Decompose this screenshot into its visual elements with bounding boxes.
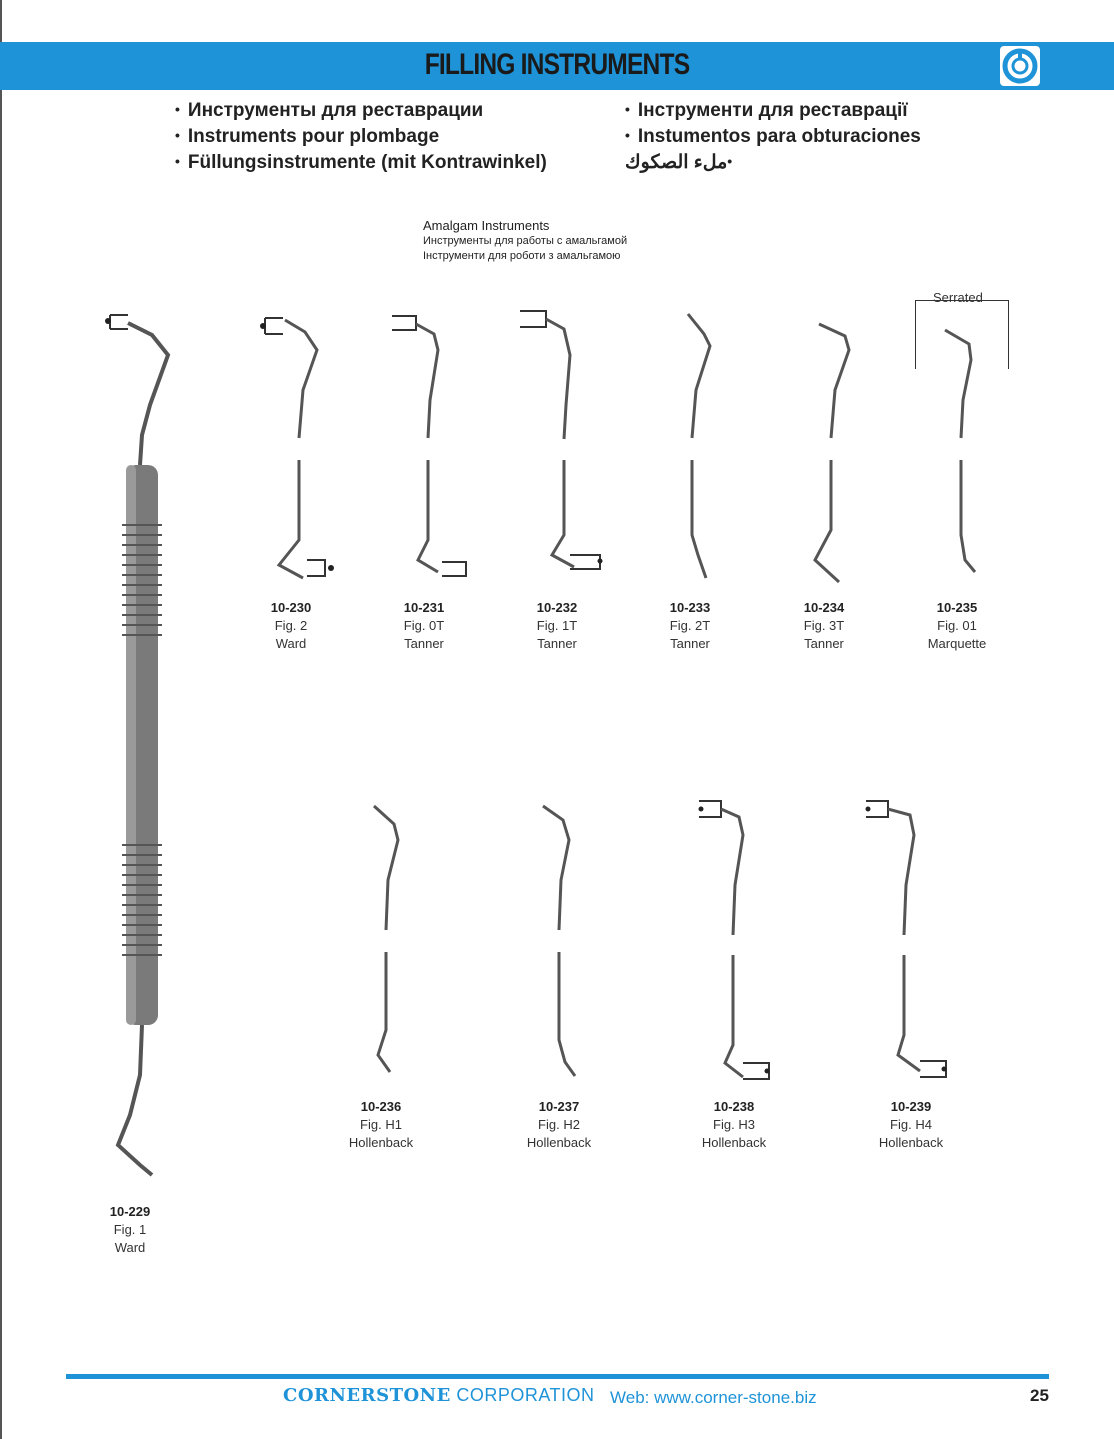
instrument-image-10-236 [360, 800, 420, 1085]
translation-uk: • Інструменти для реставрації [625, 97, 921, 123]
name-10-229: Ward [114, 1240, 146, 1255]
caption-10-231 [374, 599, 474, 653]
code-10-235: 10-235 [936, 600, 978, 615]
translation-de: • Füllungsinstrumente (mit Kontrawinkel) [175, 149, 547, 175]
serrated-label: Serrated [933, 290, 983, 305]
code-10-233: 10-233 [669, 600, 711, 615]
translation-fr: • Instruments pour plombage [175, 123, 547, 149]
caption-10-233 [640, 599, 740, 653]
code-10-239: 10-239 [890, 1099, 932, 1114]
page-border [0, 0, 2, 1439]
instrument-image-10-234 [805, 320, 865, 590]
instrument-image-10-239 [862, 795, 952, 1090]
caption-10-230 [241, 599, 341, 653]
caption-10-239 [861, 1098, 961, 1152]
footer-rule [66, 1374, 1049, 1379]
fig-10-231: Fig. 0T [403, 618, 445, 633]
code-10-238: 10-238 [713, 1099, 755, 1114]
instrument-image-10-229 [90, 295, 190, 1195]
caption-10-232 [507, 599, 607, 653]
translation-es: • Instumentos para obturaciones [625, 123, 921, 149]
footer-brand-bold: CORNERSTONE [283, 1385, 451, 1406]
fig-10-239: Fig. H4 [890, 1117, 932, 1132]
fig-10-229: Fig. 1 [113, 1222, 147, 1237]
section-title-en: Amalgam Instruments [423, 218, 550, 233]
name-10-237: Hollenback [526, 1135, 592, 1150]
fig-10-235: Fig. 01 [937, 618, 977, 633]
fig-10-237: Fig. H2 [538, 1117, 580, 1132]
instrument-image-10-231 [388, 310, 468, 590]
translation-ru: • Инструменты для реставрации [175, 97, 547, 123]
section-title [423, 217, 627, 264]
code-10-234: 10-234 [803, 600, 845, 615]
fig-10-234: Fig. 3T [803, 618, 845, 633]
caption-10-238 [684, 1098, 784, 1152]
fig-10-238: Fig. H3 [713, 1117, 755, 1132]
instrument-image-10-237 [535, 800, 595, 1085]
fig-10-233: Fig. 2T [669, 618, 711, 633]
name-10-239: Hollenback [878, 1135, 944, 1150]
translation-ar: • ملء الصكوك [625, 149, 921, 175]
fig-10-232: Fig. 1T [536, 618, 578, 633]
instrument-image-10-233 [670, 310, 730, 590]
name-10-238: Hollenback [701, 1135, 767, 1150]
caption-10-236 [331, 1098, 431, 1152]
name-10-235: Marquette [927, 636, 987, 651]
code-10-230: 10-230 [270, 600, 312, 615]
fig-10-230: Fig. 2 [274, 618, 308, 633]
translations-left [175, 97, 547, 175]
page-title: FILLING INSTRUMENTS [424, 48, 690, 81]
instrument-image-10-232 [518, 305, 608, 590]
page-number: 25 [1030, 1386, 1049, 1405]
instrument-image-10-235 [935, 320, 995, 590]
code-10-237: 10-237 [538, 1099, 580, 1114]
code-10-236: 10-236 [360, 1099, 402, 1114]
name-10-230: Ward [275, 636, 307, 651]
footer-brand-rest: CORPORATION [450, 1385, 595, 1405]
footer-brand [283, 1385, 595, 1406]
footer-web-link[interactable]: Web: www.corner-stone.biz [610, 1388, 817, 1407]
code-10-229: 10-229 [109, 1204, 151, 1219]
caption-10-235 [907, 599, 1007, 653]
name-10-234: Tanner [804, 636, 844, 651]
translations-right [625, 97, 921, 175]
instrument-image-10-238 [695, 795, 785, 1090]
code-10-232: 10-232 [536, 600, 578, 615]
section-title-ru: Инструменты для работы с амальгамой [423, 235, 628, 247]
caption-10-234 [774, 599, 874, 653]
caption-10-229 [80, 1203, 180, 1257]
fig-10-236: Fig. H1 [360, 1117, 402, 1132]
name-10-231: Tanner [404, 636, 444, 651]
code-10-231: 10-231 [403, 600, 445, 615]
name-10-236: Hollenback [348, 1135, 414, 1150]
cornerstone-logo-icon [1000, 46, 1040, 86]
name-10-232: Tanner [537, 636, 577, 651]
name-10-233: Tanner [670, 636, 710, 651]
section-title-uk: Інструменти для роботи з амальгамою [423, 250, 621, 262]
caption-10-237 [509, 1098, 609, 1152]
instrument-image-10-230 [255, 310, 335, 590]
